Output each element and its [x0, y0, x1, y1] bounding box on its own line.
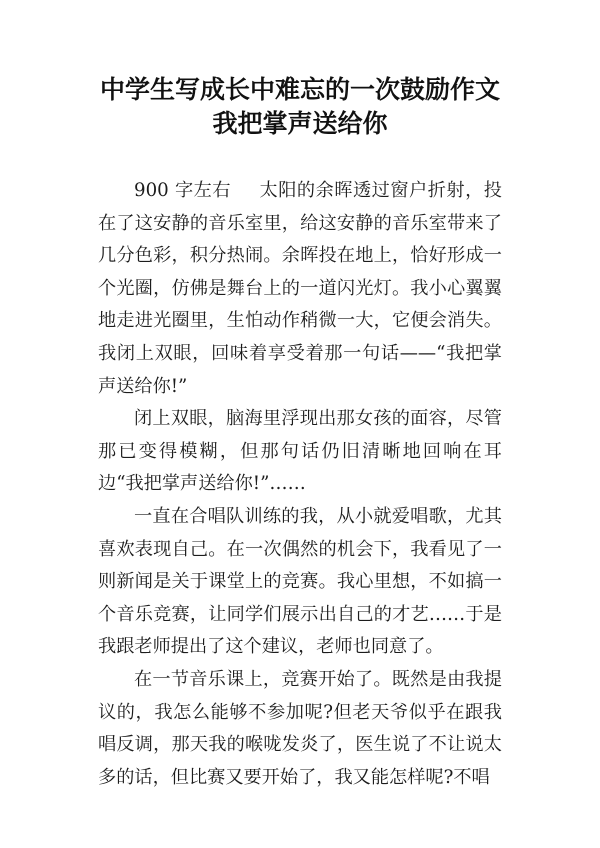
document-subtitle: 我把掌声送给你 — [212, 109, 388, 138]
paragraph-4: 在一节音乐课上，竞赛开始了。既然是由我提议的，我怎么能够不参加呢?但老天爷似乎在跟我唱反调，那天我的喉咙发炎了，医生说了不让说太多的话，但比赛又要开始了，我又能怎样呢?不唱 — [98, 668, 502, 788]
word-count-note: 900 字左右 — [134, 180, 232, 201]
document-title: 中学生写成长中难忘的一次鼓励作文 — [99, 75, 500, 104]
paragraph-1-text: 太阳的余晖透过窗户折射，投在了这安静的音乐室里，给这安静的音乐室带来了几分色彩，积分热闹。余晖投在地上，恰好形成一个光圈，仿佛是舞台上的一道闪光灯。我小心翼翼地走进光圈里，生怕动作稍微一大，它便会消失。我闭上双眼，回味着享受着那一句话——“我把掌声送给你!” — [98, 180, 502, 397]
paragraph-1 — [98, 175, 502, 403]
paragraph-2: 闭上双眼，脑海里浮现出那女孩的面容，尽管那已变得模糊，但那句话仍旧清晰地回响在耳边“我把掌声送给你!”…… — [98, 408, 502, 495]
paragraph-3: 一直在合唱队训练的我，从小就爱唱歌，尤其喜欢表现自己。在一次偶然的机会下，我看见了一则新闻是关于课堂上的竞赛。我心里想，不如搞一个音乐竞赛，让同学们展示出自己的才艺……于是我跟老师提出了这个建议，老师也同意了。 — [98, 505, 502, 658]
document-body — [98, 175, 502, 794]
